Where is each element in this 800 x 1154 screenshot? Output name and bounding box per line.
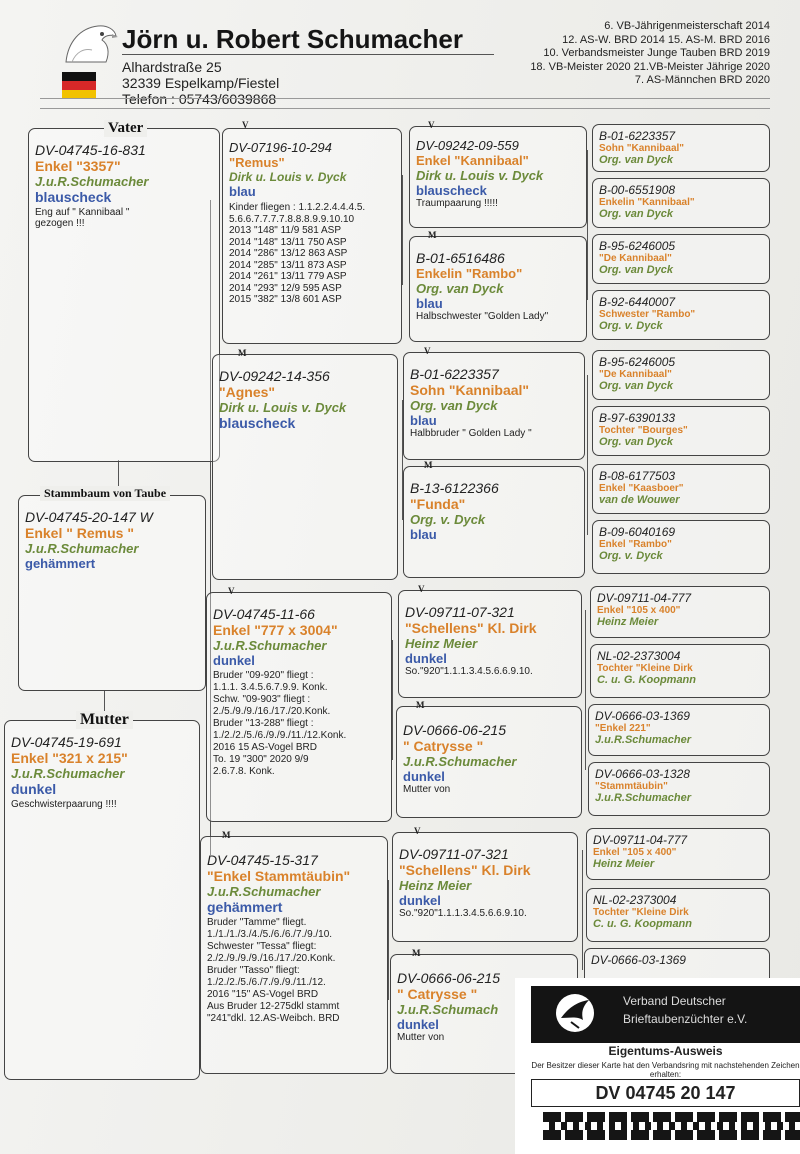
breeder: J.u.R.Schumacher bbox=[207, 884, 321, 899]
pigeon-name: Schwester "Rambo" bbox=[599, 309, 696, 320]
ring-number: NL-02-2373004 bbox=[597, 649, 681, 663]
title-line: 7. AS-Männchen BRD 2020 bbox=[634, 74, 770, 87]
pigeon-name: Enkel "321 x 215" bbox=[11, 750, 128, 766]
pigeon-card-g11 bbox=[588, 704, 770, 756]
breeder: Heinz Meier bbox=[597, 616, 659, 628]
ring-number: B-09-6040169 bbox=[599, 525, 676, 539]
sex-marker: M bbox=[222, 830, 231, 840]
sex-marker: V bbox=[414, 826, 421, 836]
pigeon-card-mm bbox=[200, 836, 388, 1074]
pigeon-card-g6 bbox=[592, 406, 770, 456]
ring-number: B-97-6390133 bbox=[599, 411, 676, 425]
ring-number: DV-0666-06-215 bbox=[403, 722, 506, 738]
breeder: Heinz Meier bbox=[405, 636, 478, 651]
card-header bbox=[531, 986, 800, 1038]
connector-line bbox=[392, 640, 393, 760]
address-phone: Telefon : 05743/6039868 bbox=[122, 91, 277, 107]
note-line: Bruder "Tasso" fliegt: bbox=[207, 965, 300, 976]
pigeon-name: Sohn "Kannibaal" bbox=[410, 382, 530, 398]
pigeon-name: Enkel "777 x 3004" bbox=[213, 622, 338, 638]
note-line: To. 19 "300" 2020 9/9 bbox=[213, 754, 309, 765]
note-line: gezogen !!! bbox=[35, 218, 85, 229]
pigeon-name: Enkelin "Rambo" bbox=[416, 266, 523, 281]
title-line: 10. Verbandsmeister Junge Tauben BRD 2019 bbox=[543, 47, 770, 60]
ring-number: B-01-6223357 bbox=[599, 129, 676, 143]
pigeon-name: "Stammtäubin" bbox=[595, 781, 668, 792]
plumage-color: blau bbox=[410, 527, 437, 542]
pigeon-card-fmm bbox=[403, 466, 585, 578]
label-stammbaum: Stammbaum von Taube bbox=[40, 486, 170, 501]
pigeon-card-g1 bbox=[592, 124, 770, 172]
pigeon-name: Sohn "Kannibaal" bbox=[599, 143, 685, 154]
ring-number: DV-0666-03-1369 bbox=[595, 709, 690, 723]
note-line: Halbschwester "Golden Lady" bbox=[416, 311, 549, 322]
card-org-line1: Verband Deutscher bbox=[623, 994, 726, 1008]
breeder: van de Wouwer bbox=[599, 494, 680, 506]
connector-line bbox=[585, 610, 586, 770]
card-divider bbox=[531, 1038, 800, 1043]
title-line: 18. VB-Meister 2020 21.VB-Meister Jährige 2020 bbox=[530, 60, 770, 73]
note-line: So."920"1.1.1.3.4.5.6.6.9.10. bbox=[405, 666, 533, 677]
card-ring-number: DV 04745 20 147 bbox=[531, 1079, 800, 1107]
note-line: 1.1.1. 3.4.5.6.7.9.9. Konk. bbox=[213, 682, 328, 693]
card-org-line2: Brieftaubenzüchter e.V. bbox=[623, 1012, 748, 1026]
sex-marker: V bbox=[242, 120, 249, 130]
note-line: Schwester "Tessa" fliegt: bbox=[207, 941, 317, 952]
ring-number: B-95-6246005 bbox=[599, 355, 676, 369]
plumage-color: dunkel bbox=[397, 1017, 439, 1032]
breeder-address bbox=[122, 59, 279, 107]
label-vater: Vater bbox=[104, 120, 147, 137]
breeder: J.u.R.Schumach bbox=[397, 1002, 499, 1017]
connector-line bbox=[582, 850, 583, 970]
sex-marker: M bbox=[238, 348, 247, 358]
note-line: "241"dkl. 12.AS-Weibch. BRD bbox=[207, 1013, 340, 1024]
breeder: J.u.R.Schumacher bbox=[11, 766, 125, 781]
breeder: J.u.R.Schumacher bbox=[595, 734, 691, 746]
connector-line bbox=[402, 175, 403, 285]
pigeon-card-fff bbox=[409, 126, 587, 228]
ring-number: B-92-6440007 bbox=[599, 295, 676, 309]
card-pattern bbox=[543, 1122, 800, 1130]
breeder: J.u.R.Schumacher bbox=[595, 792, 691, 804]
ring-number: B-01-6223357 bbox=[410, 366, 499, 382]
title-line: 12. AS-W. BRD 2014 15. AS-M. BRD 2016 bbox=[562, 33, 770, 46]
plumage-color: blau bbox=[229, 184, 256, 199]
header-divider bbox=[40, 98, 770, 99]
sex-marker: M bbox=[424, 460, 433, 470]
pigeon-card-mff bbox=[398, 590, 582, 698]
pigeon-card-fmf bbox=[403, 352, 585, 460]
plumage-color: dunkel bbox=[213, 653, 255, 668]
note-line: Halbbruder " Golden Lady " bbox=[410, 428, 532, 439]
pigeon-name: " Catrysse " bbox=[403, 738, 484, 754]
pigeon-name: Enkel "Kaasboer" bbox=[599, 483, 684, 494]
note-line: 2014 "285" 13/11 873 ASP bbox=[229, 259, 347, 271]
note-line: 2013 "148" 11/9 581 ASP bbox=[229, 225, 342, 236]
pigeon-name: "Schellens" Kl. Dirk bbox=[399, 862, 531, 878]
pigeon-card-g5 bbox=[592, 350, 770, 400]
ownership-card bbox=[515, 978, 800, 1154]
plumage-color: blauscheck bbox=[219, 415, 296, 431]
breeder: J.u.R.Schumacher bbox=[213, 638, 327, 653]
header-underline bbox=[122, 54, 494, 55]
note-line: 2014 "148" 13/11 750 ASP bbox=[229, 236, 347, 248]
breeder: Org. van Dyck bbox=[410, 398, 498, 413]
pigeon-name: Tochter "Bourges" bbox=[599, 425, 688, 436]
breeder: Org. van Dyck bbox=[416, 281, 504, 296]
pigeon-card-g4 bbox=[592, 290, 770, 340]
plumage-color: dunkel bbox=[399, 893, 441, 908]
breeder: Heinz Meier bbox=[399, 878, 472, 893]
breeder: Org. van Dyck bbox=[599, 380, 673, 392]
note-line: 1./2./2./5./6./7./9./9./11./12. bbox=[207, 977, 326, 988]
note-line: 2015 "382" 13/8 601 ASP bbox=[229, 294, 342, 305]
pigeon-card-ffm bbox=[409, 236, 587, 342]
note-line: 2./5./9./9./16./17./20.Konk. bbox=[213, 706, 331, 717]
pigeon-emblem-icon bbox=[553, 992, 597, 1034]
ring-number: DV-09711-04-777 bbox=[597, 591, 692, 605]
breeder-name: Jörn u. Robert Schumacher bbox=[122, 24, 463, 54]
breeder: J.u.R.Schumacher bbox=[25, 541, 139, 556]
connector-line bbox=[587, 150, 588, 300]
breeder: C. u. G. Koopmann bbox=[593, 918, 692, 930]
title-line: 6. VB-Jährigenmeisterschaft 2014 bbox=[604, 20, 770, 32]
ring-number: DV-0666-06-215 bbox=[397, 970, 500, 986]
note-line: Schw. "09-903" fliegt : bbox=[213, 694, 311, 705]
ring-number: DV-0666-03-1328 bbox=[595, 767, 690, 781]
ring-number: DV-09711-07-321 bbox=[405, 604, 515, 620]
plumage-color: blau bbox=[416, 296, 443, 311]
pigeon-name: "Remus" bbox=[229, 155, 285, 170]
connector-line bbox=[388, 880, 389, 1000]
breeder: Org. van Dyck bbox=[599, 154, 673, 166]
pigeon-card-g13 bbox=[586, 828, 770, 880]
note-line: Traumpaarung !!!!! bbox=[416, 198, 498, 209]
pigeon-name: "Agnes" bbox=[219, 384, 276, 400]
card-text: Der Besitzer dieser Karte hat den Verbandsring mit nachstehenden Zeichen erhalten: bbox=[531, 1061, 800, 1079]
ring-number: DV-09242-09-559 bbox=[416, 138, 519, 153]
breeder: C. u. G. Koopmann bbox=[597, 674, 696, 686]
note-line: 2./2./9./9./9./16./17./20.Konk. bbox=[207, 953, 336, 964]
ring-number: DV-04745-20-147 W bbox=[25, 509, 153, 525]
note-line: Mutter von bbox=[397, 1032, 445, 1043]
note-line: Bruder "Tamme" fliegt. bbox=[207, 917, 307, 928]
breeder: Dirk u. Louis v. Dyck bbox=[219, 400, 347, 415]
note-line: Bruder "09-920" fliegt : bbox=[213, 670, 314, 681]
pigeon-card-g3 bbox=[592, 234, 770, 284]
note-line: Mutter von bbox=[403, 784, 451, 795]
pigeon-card-mmf bbox=[392, 832, 578, 942]
pigeon-card-g10 bbox=[590, 644, 770, 698]
pigeon-card-g9 bbox=[590, 586, 770, 638]
note-line: So."920"1.1.1.3.4.5.6.6.9.10. bbox=[399, 908, 527, 919]
note-line: 2.6.7.8. Konk. bbox=[213, 766, 275, 777]
address-city: 32339 Espelkamp/Fiestel bbox=[122, 75, 280, 91]
ring-number: B-08-6177503 bbox=[599, 469, 676, 483]
german-flag-icon bbox=[62, 72, 96, 99]
sex-marker: V bbox=[424, 346, 431, 356]
sex-marker: V bbox=[418, 584, 425, 594]
ring-number: B-00-6551908 bbox=[599, 183, 676, 197]
breeder: Org. v. Dyck bbox=[599, 550, 663, 562]
note-line: Aus Bruder 12-275dkl stammt bbox=[207, 1001, 340, 1012]
note-line: Eng auf " Kannibaal " bbox=[35, 207, 130, 218]
breeder: Heinz Meier bbox=[593, 858, 655, 870]
achievement-titles bbox=[530, 20, 770, 88]
breeder: Org. van Dyck bbox=[599, 436, 673, 448]
pigeon-card-mfm bbox=[396, 706, 582, 818]
ring-number: DV-09711-07-321 bbox=[399, 846, 509, 862]
plumage-color: gehämmert bbox=[25, 556, 96, 571]
address-street: Alhardstraße 25 bbox=[122, 59, 222, 75]
pigeon-card-subject bbox=[18, 495, 206, 691]
pigeon-card-father bbox=[28, 128, 220, 462]
pigeon-name: "Schellens" Kl. Dirk bbox=[405, 620, 537, 636]
pigeon-name: " Catrysse " bbox=[397, 986, 478, 1002]
sex-marker: V bbox=[428, 120, 435, 130]
pigeon-name: "Funda" bbox=[410, 496, 466, 512]
sex-marker: M bbox=[428, 230, 437, 240]
sex-marker: M bbox=[412, 948, 421, 958]
plumage-color: dunkel bbox=[405, 651, 447, 666]
note-line: 1./2./2./5./6./9./9./11./12.Konk. bbox=[213, 730, 347, 741]
pigeon-name: Enkelin "Kannibaal" bbox=[599, 197, 695, 208]
ring-number: DV-04745-19-691 bbox=[11, 734, 122, 750]
pigeon-name: Tochter "Kleine Dirk bbox=[593, 907, 689, 918]
pigeon-name: Enkel "Kannibaal" bbox=[416, 153, 529, 168]
pigeon-name: Tochter "Kleine Dirk bbox=[597, 663, 693, 674]
ring-number: DV-04745-11-66 bbox=[213, 606, 315, 622]
ring-number: DV-07196-10-294 bbox=[229, 140, 332, 155]
breeder: J.u.R.Schumacher bbox=[403, 754, 517, 769]
breeder: Org. van Dyck bbox=[599, 264, 673, 276]
sex-marker: V bbox=[228, 586, 235, 596]
ring-number: DV-09711-04-777 bbox=[593, 833, 688, 847]
pigeon-card-g8 bbox=[592, 520, 770, 574]
header-divider bbox=[40, 108, 770, 109]
note-line: Kinder fliegen : 1.1.2.2.4.4.4.5. bbox=[229, 202, 366, 213]
connector-line bbox=[587, 375, 588, 535]
breeder: Org. v. Dyck bbox=[599, 320, 663, 332]
note-line: 5.6.6.7.7.7.7.8.8.8.9.9.10.10 bbox=[229, 213, 355, 225]
note-line: 2016 "15" AS-Vogel BRD bbox=[207, 989, 319, 1000]
plumage-color: dunkel bbox=[11, 781, 57, 797]
ring-number: B-01-6516486 bbox=[416, 250, 505, 266]
pigeon-card-g7 bbox=[592, 464, 770, 514]
ring-number: B-13-6122366 bbox=[410, 480, 499, 496]
pigeon-card-ff bbox=[222, 128, 402, 344]
card-title: Eigentums-Ausweis bbox=[608, 1044, 723, 1058]
breeder: Dirk u. Louis v. Dyck bbox=[416, 168, 544, 183]
ring-number: B-95-6246005 bbox=[599, 239, 676, 253]
ring-number: DV-04745-16-831 bbox=[35, 142, 146, 158]
pigeon-card-g14 bbox=[586, 888, 770, 942]
plumage-color: gehämmert bbox=[207, 899, 283, 915]
note-line: Geschwisterpaarung !!!! bbox=[11, 799, 117, 810]
ring-number: DV-0666-03-1369 bbox=[591, 953, 686, 967]
pigeon-name: Enkel "105 x 400" bbox=[593, 847, 677, 858]
plumage-color: dunkel bbox=[403, 769, 445, 784]
pigeon-name: "Enkel Stammtäubin" bbox=[207, 868, 351, 884]
note-line: 2014 "261" 13/11 779 ASP bbox=[229, 271, 347, 282]
label-mutter: Mutter bbox=[76, 711, 133, 729]
pigeon-name: Enkel "105 x 400" bbox=[597, 605, 681, 616]
pigeon-card-mf bbox=[206, 592, 392, 822]
pigeon-head-logo-icon bbox=[58, 22, 118, 70]
pigeon-card-fm bbox=[212, 354, 398, 580]
note-line: 2014 "286" 13/12 863 ASP bbox=[229, 248, 348, 259]
breeder: Org. v. Dyck bbox=[410, 512, 486, 527]
pigeon-name: "De Kannibaal" bbox=[599, 253, 672, 264]
pigeon-name: Enkel "3357" bbox=[35, 158, 121, 174]
sex-marker: M bbox=[416, 700, 425, 710]
breeder: J.u.R.Schumacher bbox=[35, 174, 149, 189]
pigeon-name: "Enkel 221" bbox=[595, 723, 651, 734]
pigeon-name: Enkel " Remus " bbox=[25, 525, 134, 541]
breeder: Org. van Dyck bbox=[599, 208, 673, 220]
plumage-color: blauscheck bbox=[35, 189, 112, 205]
note-line: 2016 15 AS-Vogel BRD bbox=[213, 742, 317, 753]
note-line: 1./1./1./3./4./5./6./6./7./9./10. bbox=[207, 929, 333, 940]
ring-number: DV-04745-15-317 bbox=[207, 852, 318, 868]
ring-number: NL-02-2373004 bbox=[593, 893, 677, 907]
plumage-color: blauscheck bbox=[416, 183, 487, 198]
note-line: 2014 "293" 12/9 595 ASP bbox=[229, 282, 342, 294]
plumage-color: blau bbox=[410, 413, 437, 428]
pigeon-name: "De Kannibaal" bbox=[599, 369, 672, 380]
pigeon-card-g12 bbox=[588, 762, 770, 816]
pigeon-card-g2 bbox=[592, 178, 770, 228]
pigeon-name: Enkel "Rambo" bbox=[599, 539, 672, 550]
breeder: Dirk u. Louis v. Dyck bbox=[229, 170, 347, 184]
note-line: Bruder "13-288" fliegt : bbox=[213, 718, 314, 729]
ring-number: DV-09242-14-356 bbox=[219, 368, 330, 384]
pigeon-card-mother bbox=[4, 720, 200, 1080]
